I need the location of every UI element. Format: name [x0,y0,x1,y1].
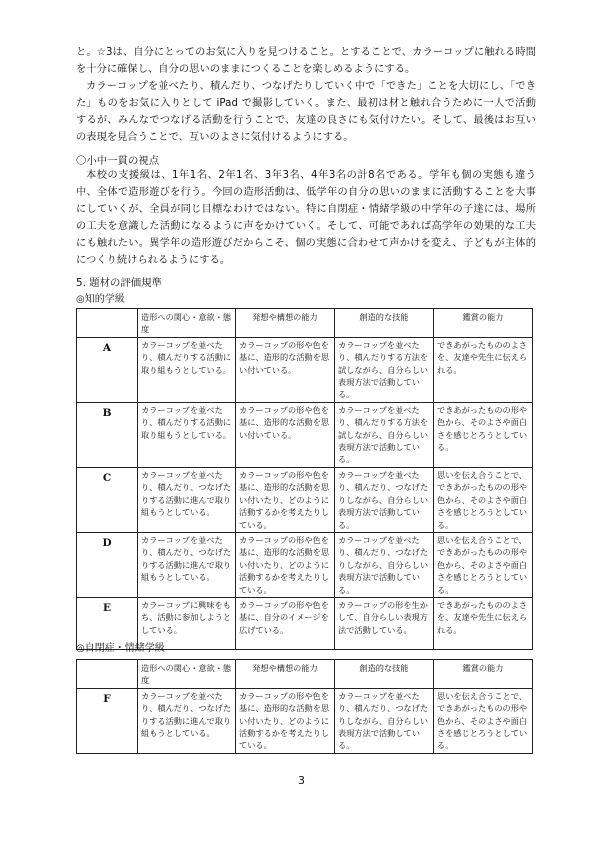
grade-cell: D [77,532,138,597]
table-row [77,337,533,402]
table-cell: カラーコップを並べたり、積んだり、つなげたりする活動に進んで取り組もうとしている。 [138,688,236,753]
header-skill: 創造的な技能 [335,660,434,689]
section-elem-paragraph: 本校の支援級は、1年1名、2年1名、3年3名、4年3名の計8名である。学年も個の実態も違う中、全体で造形遊びを行う。今回の造形活動は、低学年の自分の思いのままに活動することを大事にしていくが、全員が同じ目標なわけではない。特に自閉症・情緒学級の中学年の子達には、場所の工夫を意識した活動になるように声をかけていく。そして、可能であれば高学年の効果的な工夫にも触れたい。異学年の造形遊びだからこそ、個の実態に合わせて声かけを変え、子どもが主体的につくり続けられるようにする。 [76,170,536,266]
table-cell: できあがったものの形や色から、そのよさや面白さを感じとろうとしている。 [434,402,533,467]
table-header-row [77,660,533,689]
header-appreciation: 鑑賞の能力 [434,309,533,338]
intro-paragraph-2: カラーコップを並べたり、積んだり、つなげたりしていく中で「できた」ことを大切にし、「できた」ものをお気に入りとして iPad で撮影していく。また、最初は材と触れ合うために一人で活動するが、みんなでつなげる活動を行うことで、友達の良さにも気付けたい。そして、最後はお互いの表現を見合うことで、互いのよさに気付けるようにする。 [76,81,536,143]
table-row [77,467,533,532]
table-cell: カラーコップを並べたり、積んだり、つなげたりする活動に進んで取り組もうとしている。 [138,532,236,597]
table-cell: 思いを伝え合うことで、できあがったものの形や色から、そのよさや面白さを感じとろうとしている。 [434,688,533,753]
grade-cell: E [77,597,138,649]
table-cell: カラーコップを並べたり、積んだりする活動に取り組もうとしている。 [138,337,236,402]
header-ideation: 発想や構想の能力 [236,660,335,689]
table-cell: カラーコップを並べたり、積んだり、つなげたりしながら、自分らしい表現方法で活動している。 [335,467,434,532]
table-cell: カラーコップの形や色を基に、造形的な活動を思い付いたり、どのように活動するかを考えたりしている。 [236,532,335,597]
intro-paragraph-1: と。☆3は、自分にとってのお気に入りを見つけること。とすることで、カラーコップに触れる時間を十分に確保し、自分の思いのままにつくることを楽しめるようにする。 [76,47,536,75]
rubric-table-intellectual [76,308,533,650]
table-cell: カラーコップを並べたり、積んだり、つなげたりしながら、自分らしい表現方法で活動している。 [335,688,434,753]
header-skill: 創造的な技能 [335,309,434,338]
table-row [77,688,533,753]
table-cell: できあがったもののよさを、友達や先生に伝えられる。 [434,337,533,402]
table-cell: 思いを伝え合うことで、できあがったものの形や色から、そのよさや面白さを感じとろうとしている。 [434,467,533,532]
table-cell: カラーコップの形や色を基に、造形的な活動を思い付いたり、どのように活動するかを考えたりしている。 [236,688,335,753]
table-cell: カラーコップを並べたり、積んだり、つなげたりする活動に進んで取り組もうとしている。 [138,467,236,532]
page-number: 3 [298,774,305,787]
table-cell: カラーコップの形や色を基に、自分のイメージを広げている。 [236,597,335,649]
table2-title: ◎自閉症・情緒学級 [76,643,165,654]
table-header-row [77,309,533,338]
table-cell: カラーコップを並べたり、積んだりする方法を試しながら、自分らしい表現方法で活動している。 [335,337,434,402]
rubric-table-autism [76,659,533,754]
header-grade [77,309,138,338]
section-elem-heading: 〇小中一貫の視点 [76,155,160,167]
header-grade [77,660,138,689]
table-cell: カラーコップの形や色を基に、造形的な活動を思い付いている。 [236,337,335,402]
grade-cell: A [77,337,138,402]
table-cell: 思いを伝え合うことで、できあがったものの形や色から、そのよさや面白さを感じとろうとしている。 [434,532,533,597]
table-cell: できあがったもののよさを、友達や先生に伝えられる。 [434,597,533,649]
table-cell: カラーコップの形を生かして、自分らしい表現方法で活動している。 [335,597,434,649]
section5-heading: 5. 題材の評価規準 [76,277,162,289]
grade-cell: F [77,688,138,753]
header-interest: 造形への関心・意欲・態度 [138,660,236,689]
table-cell: カラーコップを並べたり、積んだりする活動に取り組もうとしている。 [138,402,236,467]
header-appreciation: 鑑賞の能力 [434,660,533,689]
section-elem-body [76,167,536,269]
table-cell: カラーコップの形や色を基に、造形的な活動を思い付いたり、どのように活動するかを考えたりしている。 [236,467,335,532]
grade-cell: B [77,402,138,467]
grade-cell: C [77,467,138,532]
table1-title: ◎知的学級 [76,294,125,305]
table-cell: カラーコップを並べたり、積んだり、つなげたりしながら、自分らしい表現方法で活動している。 [335,532,434,597]
table-cell: カラーコップに興味をもち、活動に参加しようとしている。 [138,597,236,649]
table-cell: カラーコップを並べたり、積んだりする方法を試しながら、自分らしい表現方法で活動している。 [335,402,434,467]
header-interest: 造形への関心・意欲・態度 [138,309,236,338]
intro-text [76,44,536,146]
table-row [77,532,533,597]
table-cell: カラーコップの形や色を基に、造形的な活動を思い付いている。 [236,402,335,467]
table-row [77,402,533,467]
header-ideation: 発想や構想の能力 [236,309,335,338]
